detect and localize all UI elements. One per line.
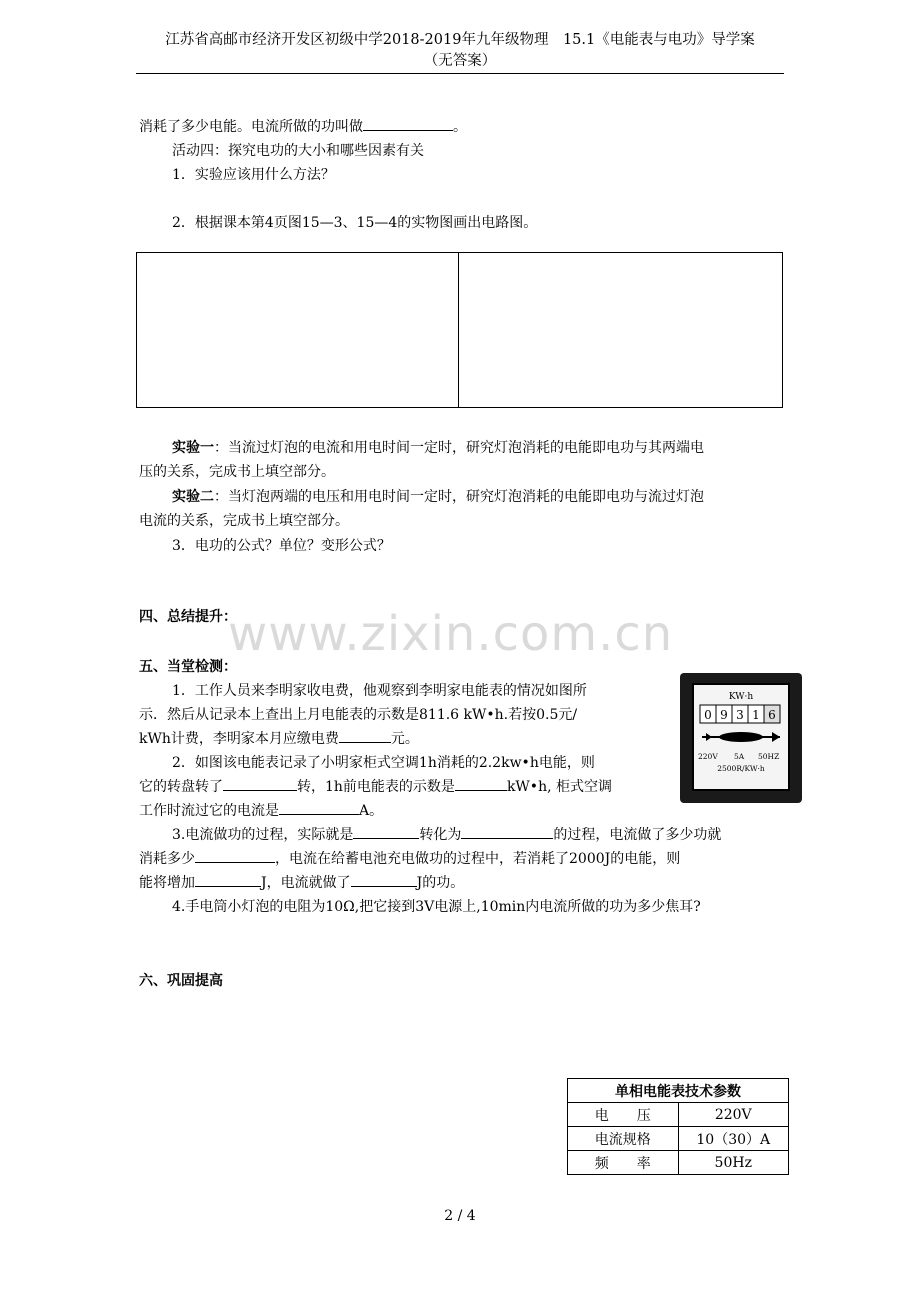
meter-unit: KW·h (728, 692, 754, 702)
test3-text-c: 的过程，电流做了多少功就 (553, 827, 722, 843)
test3-text-h: J的功。 (416, 875, 465, 891)
meter-digit-3: 3 (736, 708, 744, 722)
spec-table-title: 单相电能表技术参数 (568, 1079, 789, 1103)
meter-digit-4: 1 (752, 708, 760, 722)
page-header (136, 30, 784, 72)
test1-end: 元。 (390, 731, 419, 747)
current-blank[interactable] (279, 802, 359, 815)
question-1: 1．实验应该用什么方法？ (172, 167, 335, 183)
meter-current: 5A (734, 752, 745, 761)
spec-value: 220V (678, 1103, 789, 1127)
watermark: www.zixin.com.cn (228, 606, 674, 662)
spec-table-title-row (568, 1079, 789, 1103)
meter-voltage: 220V (698, 752, 718, 761)
answer-blank[interactable] (363, 118, 453, 131)
test3-line3 (139, 872, 464, 892)
table-row (568, 1127, 789, 1151)
test3-text-e: ，电流在给蓄电池充电做功的过程中，若消耗了2000J的电能，则 (275, 851, 681, 867)
test4-line: 4.手电筒小灯泡的电阻为10Ω,把它接到3V电源上,10min内电流所做的功为多少焦耳? (172, 899, 701, 915)
activity4-heading: 活动四：探究电功的大小和哪些因素有关 (172, 143, 424, 159)
revolutions-blank[interactable] (223, 778, 297, 791)
experiment2-label: 实验二 (172, 489, 214, 505)
spec-key: 频 率 (568, 1151, 679, 1175)
test3-text-f: 能将增加 (139, 875, 195, 891)
experiment2-text: ：当灯泡两端的电压和用电时间一定时，研究灯泡消耗的电能即电功与流过灯泡 (214, 489, 704, 505)
test2-text-e: A。 (359, 803, 384, 819)
test3-text-b: 转化为 (419, 827, 462, 843)
meter-frequency: 50HZ (758, 752, 780, 761)
question-2: 2．根据课本第4页图15—3、15—4的实物图画出电路图。 (172, 215, 538, 231)
experiment1-label: 实验一 (172, 440, 214, 456)
table-row (568, 1151, 789, 1175)
header-rule (136, 73, 784, 74)
test1-line1: 1．工作人员来李明家收电费，他观察到李明家电能表的情况如图所 (172, 683, 587, 699)
section4-heading: 四、总结提升： (139, 609, 237, 625)
test2-line2 (139, 776, 612, 796)
spec-value: 10（30）A (678, 1127, 789, 1151)
electric-meter-image (680, 673, 802, 803)
test1-text: kWh计费，李明家本月应缴电费 (139, 731, 339, 747)
energy-from-blank[interactable] (353, 826, 419, 839)
rotating-disc-arrow-icon (702, 732, 780, 742)
meter-face (692, 683, 790, 791)
section6-heading: 六、巩固提高 (139, 973, 223, 989)
experiment1-line2: 压的关系，完成书上填空部分。 (139, 464, 335, 480)
experiment1-text: ：当流过灯泡的电流和用电时间一定时，研究灯泡消耗的电能即电功与其两端电 (214, 440, 704, 456)
experiment2-line2: 电流的关系，完成书上填空部分。 (139, 513, 349, 529)
test2-text-b: 转，1h前电能表的示数是 (297, 779, 455, 795)
drawing-box-left[interactable] (137, 253, 459, 407)
test2-line3 (139, 800, 383, 820)
consumed-blank[interactable] (195, 850, 275, 863)
test3-line1 (172, 824, 721, 844)
spec-key: 电流规格 (568, 1127, 679, 1151)
page-number: 2 / 4 (444, 1208, 476, 1224)
test2-line1: 2．如图该电能表记录了小明家柜式空调1h消耗的2.2kw•h电能，则 (172, 755, 595, 771)
work-blank[interactable] (351, 874, 417, 887)
test3-text-d: 消耗多少 (139, 851, 195, 867)
meter-dial-graphic (694, 685, 788, 789)
meter-revolutions: 2500R/KW·h (717, 764, 765, 773)
header-line1: 江苏省高邮市经济开发区初级中学2018-2019年九年级物理 15.1《电能表与电功》导学案 (165, 32, 755, 48)
test3-text-a: 3.电流做功的过程，实际就是 (172, 827, 354, 843)
reading-blank[interactable] (455, 778, 507, 791)
fee-blank[interactable] (339, 730, 391, 743)
spec-value: 50Hz (678, 1151, 789, 1175)
p1-end: 。 (453, 119, 467, 135)
drawing-box-right[interactable] (459, 253, 782, 407)
table-row (568, 1103, 789, 1127)
question-3: 3．电功的公式？单位？变形公式？ (172, 538, 391, 554)
experiment2-line1 (172, 486, 704, 506)
test2-text-a: 它的转盘转了 (139, 779, 223, 795)
test3-text-g: J，电流就做了 (261, 875, 351, 891)
header-line2: （无答案） (423, 53, 497, 69)
spec-key: 电 压 (568, 1103, 679, 1127)
meter-digits (700, 705, 780, 723)
test1-line2: 示．然后从记录本上查出上月电能表的示数是811.6 kW•h.若按0.5元/ (139, 707, 578, 723)
test2-text-c: kW•h, 柜式空调 (506, 779, 612, 795)
test2-text-d: 工作时流过它的电流是 (139, 803, 279, 819)
meter-digit-1: 0 (704, 708, 712, 722)
experiment1-line1 (172, 437, 704, 457)
increase-blank[interactable] (195, 874, 261, 887)
section5-heading: 五、当堂检测： (139, 659, 237, 675)
meter-digit-5: 6 (768, 708, 776, 722)
paragraph-p1 (139, 116, 467, 136)
circuit-drawing-boxes (136, 252, 783, 408)
meter-spec-table (567, 1078, 789, 1175)
test1-line3 (139, 728, 419, 748)
p1-text: 消耗了多少电能。电流所做的功叫做 (139, 119, 363, 135)
test3-line2 (139, 848, 680, 868)
energy-to-blank[interactable] (461, 826, 553, 839)
meter-digit-2: 9 (720, 708, 728, 722)
